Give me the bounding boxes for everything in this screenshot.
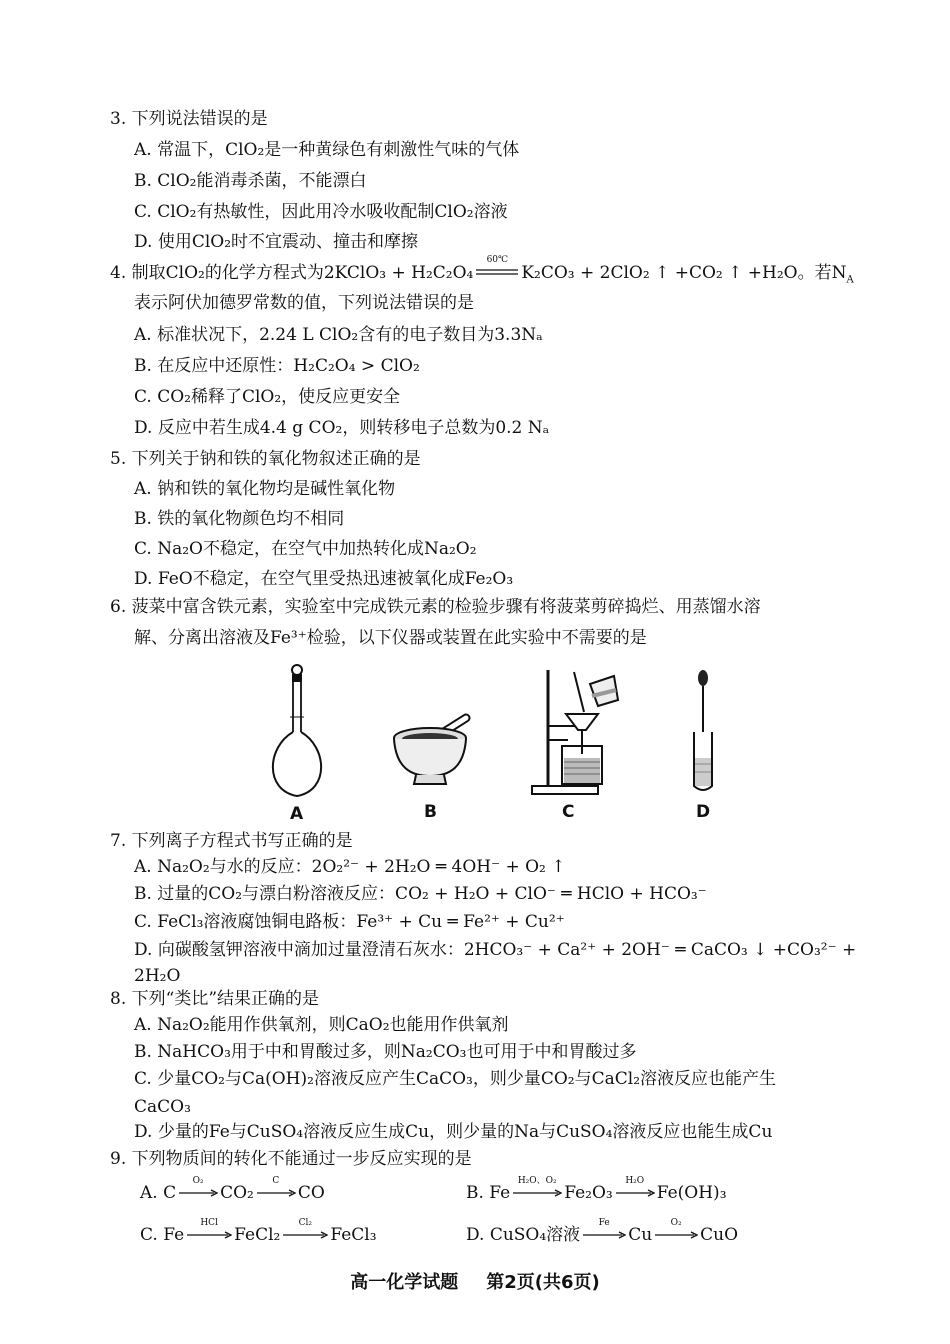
q9-b-intermediate: Fe₂O₃ <box>564 1183 613 1203</box>
q9-a-intermediate: CO₂ <box>220 1183 254 1203</box>
q3-option-d: D. 使用ClO₂时不宜震动、撞击和摩擦 <box>134 232 419 252</box>
q9-a-reagent1: O₂ <box>192 1175 204 1186</box>
q7-option-d-line2: 2H₂O <box>134 966 181 986</box>
q5-option-d: D. FeO不稳定，在空气里受热迅速被氧化成Fe₂O₃ <box>134 569 514 589</box>
q7-option-b: B. 过量的CO₂与漂白粉溶液反应：CO₂ + H₂O + ClO⁻ ═ HClO + HCO₃⁻ <box>134 884 707 904</box>
q9-c-reagent2: Cl₂ <box>298 1217 313 1228</box>
q4-condition-label: 60℃ <box>486 254 509 265</box>
q9-c-product: FeCl₃ <box>330 1225 377 1245</box>
q8-stem: 8. 下列“类比”结果正确的是 <box>110 989 320 1009</box>
q8-option-b: B. NaHCO₃用于中和胃酸过多，则Na₂CO₃也可用于中和胃酸过多 <box>134 1042 637 1062</box>
footer-subject: 高一化学试题 <box>350 1272 459 1293</box>
q8-option-d: D. 少量的Fe与CuSO₄溶液反应生成Cu，则少量的Na与CuSO₄溶液反应也能生成Cu <box>134 1122 773 1142</box>
q9-b-reagent2: H₂O <box>625 1175 645 1186</box>
q9-stem: 9. 下列物质间的转化不能通过一步反应实现的是 <box>110 1149 472 1169</box>
mortar-pestle-icon <box>388 712 476 792</box>
q6-stem-line1: 6. 菠菜中富含铁元素，实验室中完成铁元素的检验步骤有将菠菜剪碎捣烂、用蒸馏水溶 <box>110 597 761 617</box>
q4-option-a: A. 标准状况下，2.24 L ClO₂含有的电子数目为3.3Nₐ <box>134 325 543 345</box>
volumetric-flask-icon <box>262 662 332 802</box>
q8-option-c-line2: CaCO₃ <box>134 1097 191 1117</box>
q9-a-arrow2 <box>256 1175 296 1200</box>
q3-option-b: B. ClO₂能消毒杀菌，不能漂白 <box>134 171 367 191</box>
q9-b-arrow2 <box>615 1175 655 1200</box>
q9-d-reagent2: O₂ <box>670 1217 682 1228</box>
q9-c-reactant: C. Fe <box>140 1225 185 1245</box>
q9-c-reagent1: HCl <box>200 1217 218 1228</box>
figure-label-d: D <box>696 802 711 822</box>
q9-d-reactant: D. CuSO₄溶液 <box>466 1225 581 1245</box>
figure-label-a: A <box>290 804 304 824</box>
q9-b-reactant: B. Fe <box>466 1183 511 1203</box>
q9-d-arrow2 <box>654 1217 698 1242</box>
q9-a-arrow1 <box>178 1175 218 1200</box>
dropper-test-tube-icon <box>688 668 718 794</box>
q4-equation-left: 4. 制取ClO₂的化学方程式为2KClO₃ + H₂C₂O₄ <box>110 263 474 283</box>
q9-c-arrow2 <box>282 1217 328 1242</box>
q4-condition-equals <box>475 254 519 281</box>
q4-stem-line2: 表示阿伏加德罗常数的值，下列说法错误的是 <box>134 293 474 313</box>
q4-equation-right: K₂CO₃ + 2ClO₂ ↑ +CO₂ ↑ +H₂O。若N <box>521 263 847 283</box>
q9-b-reagent1: H₂O、O₂ <box>517 1175 557 1186</box>
q9-option-a <box>140 1175 325 1204</box>
q9-option-c <box>140 1217 377 1246</box>
figure-label-c: C <box>562 802 575 822</box>
q4-option-b: B. 在反应中还原性：H₂C₂O₄ > ClO₂ <box>134 356 420 376</box>
q6-stem-line2: 解、分离出溶液及Fe³⁺检验，以下仪器或装置在此实验中不需要的是 <box>134 628 647 648</box>
q3-option-a: A. 常温下，ClO₂是一种黄绿色有刺激性气味的气体 <box>134 140 520 160</box>
q7-option-a: A. Na₂O₂与水的反应：2O₂²⁻ + 2H₂O ═ 4OH⁻ + O₂ ↑ <box>134 857 566 877</box>
q9-a-reagent2: C <box>272 1175 280 1186</box>
q7-stem: 7. 下列离子方程式书写正确的是 <box>110 831 353 851</box>
q4-option-d: D. 反应中若生成4.4 g CO₂，则转移电子总数为0.2 Nₐ <box>134 418 550 438</box>
q9-option-d <box>466 1217 739 1246</box>
q3-stem: 3. 下列说法错误的是 <box>110 109 268 129</box>
q9-a-reactant: A. C <box>140 1183 177 1203</box>
q8-option-c-line1: C. 少量CO₂与Ca(OH)₂溶液反应产生CaCO₃，则少量CO₂与CaCl₂溶液反应也能产生 <box>134 1069 777 1089</box>
q3-option-c: C. ClO₂有热敏性，因此用冷水吸收配制ClO₂溶液 <box>134 202 508 222</box>
q8-option-a: A. Na₂O₂能用作供氧剂，则CaO₂也能用作供氧剂 <box>134 1015 509 1035</box>
q5-option-a: A. 钠和铁的氧化物均是碱性氧化物 <box>134 479 396 499</box>
q9-a-product: CO <box>297 1183 325 1203</box>
page-footer <box>0 1268 950 1294</box>
footer-page-number: 第2页(共6页) <box>486 1272 600 1293</box>
filtration-setup-icon <box>528 666 620 798</box>
q9-option-b <box>466 1175 727 1204</box>
q9-d-product: CuO <box>700 1225 739 1245</box>
q9-d-reagent1: Fe <box>598 1217 610 1228</box>
q9-c-intermediate: FeCl₂ <box>234 1225 281 1245</box>
q4-option-c: C. CO₂稀释了ClO₂，使反应更安全 <box>134 387 401 407</box>
q5-stem: 5. 下列关于钠和铁的氧化物叙述正确的是 <box>110 449 421 469</box>
figure-label-b: B <box>424 802 437 822</box>
q4-stem-line1 <box>110 254 854 291</box>
q4-na-subscript: A <box>846 274 854 286</box>
q9-c-arrow1 <box>186 1217 232 1242</box>
q9-d-arrow1 <box>582 1217 626 1242</box>
q9-b-product: Fe(OH)₃ <box>656 1183 727 1203</box>
q5-option-c: C. Na₂O不稳定，在空气中加热转化成Na₂O₂ <box>134 539 477 559</box>
q7-option-d-line1: D. 向碳酸氢钾溶液中滴加过量澄清石灰水：2HCO₃⁻ + Ca²⁺ + 2OH⁻ ═ CaCO₃ ↓ +CO₃²⁻ + <box>134 940 857 960</box>
q5-option-b: B. 铁的氧化物颜色均不相同 <box>134 509 345 529</box>
q9-d-intermediate: Cu <box>628 1225 653 1245</box>
q9-b-arrow1 <box>512 1175 562 1200</box>
q7-option-c: C. FeCl₃溶液腐蚀铜电路板：Fe³⁺ + Cu ═ Fe²⁺ + Cu²⁺ <box>134 912 565 932</box>
